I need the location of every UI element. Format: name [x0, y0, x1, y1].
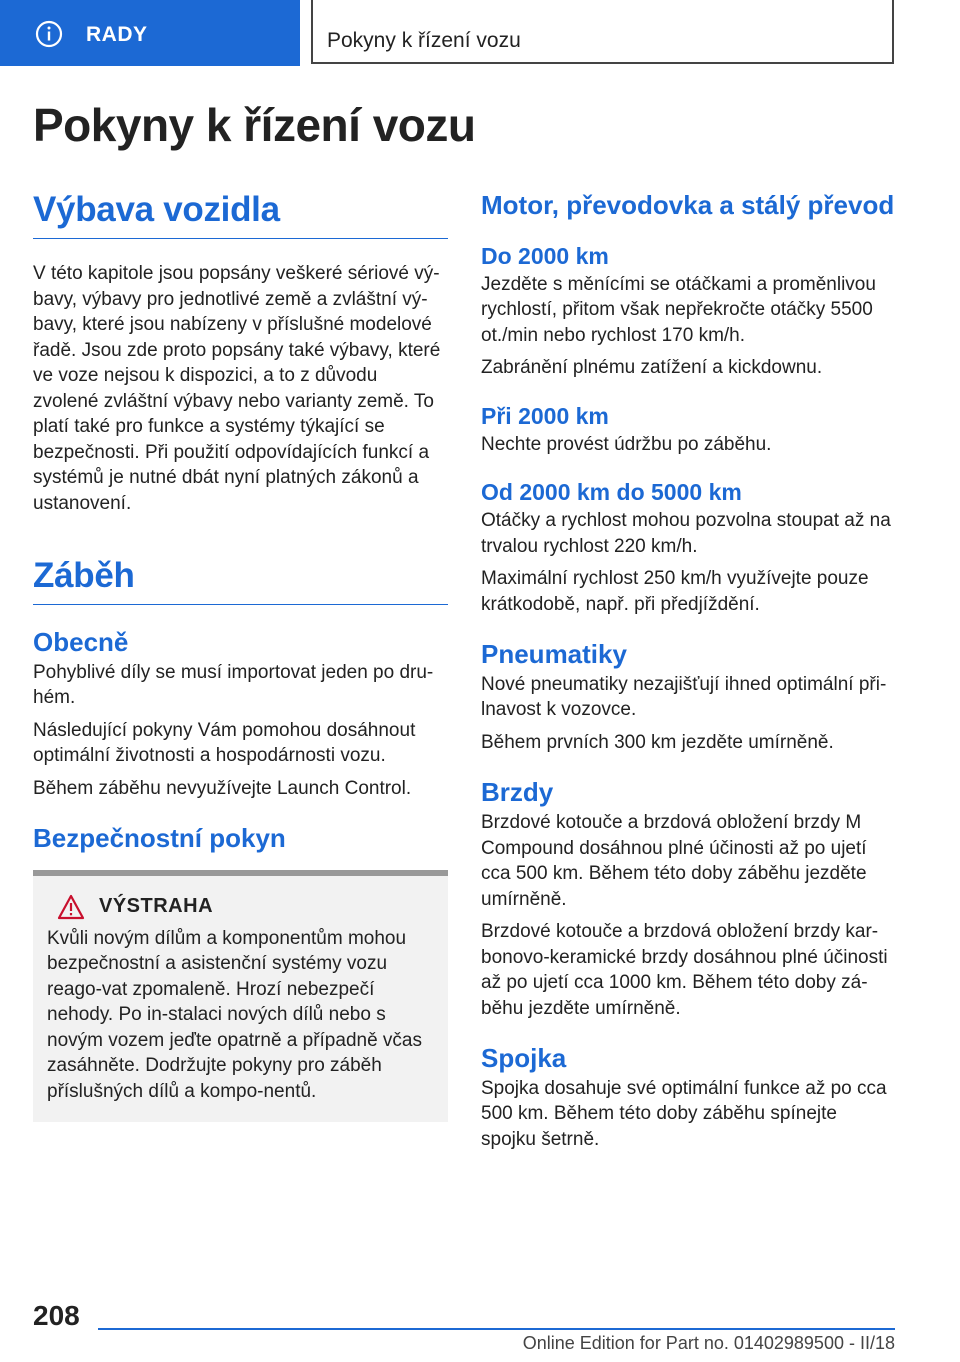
pri2000-p1: Nechte provést údržbu po záběhu.	[481, 433, 772, 455]
pneu-p1: Nové pneumatiky nezajišťují ihned optimální při-lnavost k vozovce.	[481, 673, 887, 721]
page-number: 208	[33, 1300, 80, 1331]
heading-obecne: Obecně	[33, 627, 129, 657]
do2000-p2: Zabránění plnému zatížení a kickdownu.	[481, 357, 823, 379]
warning-box	[33, 870, 448, 1123]
heading-pri2000: Při 2000 km	[481, 402, 609, 429]
section-title-label: Pokyny k řízení vozu	[327, 29, 521, 52]
pneu-p2: Během prvních 300 km jezděte umírněně.	[481, 731, 834, 753]
warning-title: VÝSTRAHA	[99, 895, 214, 918]
right-column	[481, 190, 896, 1152]
heading-pneumatiky: Pneumatiky	[481, 639, 627, 670]
brzdy-p1: Brzdové kotouče a brzdová obložení brzdy M Compound dosáhnou plné účinosti až po ujetí cca 500 km. Během této doby záběhu jezděte umírněně.	[481, 812, 867, 910]
heading-motor: Motor, převodovka a stálý převod	[481, 190, 895, 220]
heading-brzdy: Brzdy	[481, 777, 554, 808]
page-title: Pokyny k řízení vozu	[33, 99, 476, 151]
heading-zabeh: Záběh	[33, 556, 448, 605]
left-column	[33, 190, 448, 1122]
obecne-p2: Následující pokyny Vám pomohou dosáhnout optimální životnosti a hospodárnosti vozu.	[33, 719, 416, 767]
obecne-p1: Pohyblivé díly se musí importovat jeden po dru-hém.	[33, 661, 434, 709]
warning-triangle-icon	[57, 894, 85, 920]
od2000-p1: Otáčky a rychlost mohou pozvolna stoupat až na trvalou rychlost 220 km/h.	[481, 510, 891, 557]
heading-bezpecnost: Bezpečnostní pokyn	[33, 823, 286, 854]
vybava-text: V této kapitole jsou popsány veškeré sériové vý-bavy, výbavy pro jednotlivé země a zvláštní vý-bavy, které jsou nabízeny v příslušné modelové řadě. Jsou zde proto popsány také výbavy, které ve voze nejsou k dispozici, a to z důvodu zvolené zvláštní výbavy nebo varianty země. To platí také pro funkce a systémy týkající se bezpečnosti. Při použití odpovídajících funkcí a systémů je nutné dbát nyní platných zákonů a ustanovení.	[33, 263, 441, 514]
tab-rady-label: RADY	[86, 23, 148, 46]
warning-text: Kvůli novým dílům a komponentům mohou bezpečnostní a asistenční systémy vozu reago-vat zpomaleně. Hrozí nebezpečí nehody. Po in-stalaci nových dílů nebo s novým vozem jeďte opatrně a případně včas zasáhněte. Dodržujte pokyny pro záběh příslušných dílů a kompo-nentů.	[47, 927, 422, 1102]
top-bar	[0, 0, 960, 66]
obecne-p3: Během záběhu nevyužívejte Launch Control.	[33, 777, 412, 799]
heading-vybava: Výbava vozidla	[33, 190, 448, 239]
heading-do2000: Do 2000 km	[481, 242, 609, 269]
tab-section-title[interactable]	[311, 0, 894, 64]
warning-header	[47, 894, 434, 920]
heading-spojka: Spojka	[481, 1043, 567, 1074]
edition-note: Online Edition for Part no. 01402989500 - II/18	[522, 1333, 895, 1353]
footer-divider	[98, 1328, 895, 1330]
heading-od2000: Od 2000 km do 5000 km	[481, 479, 742, 506]
spojka-p1: Spojka dosahuje své optimální funkce až po cca 500 km. Během této doby záběhu spínejte spojku šetrně.	[481, 1077, 887, 1150]
do2000-p1: Jezděte s měnícími se otáčkami a proměnlivou rychlostí, přitom však nepřekročte otáčky 5500 ot./min nebo rychlost 170 km/h.	[481, 273, 876, 346]
info-icon	[35, 20, 63, 48]
od2000-p2: Maximální rychlost 250 km/h využívejte pouze krátkodobě, např. při předjíždění.	[481, 568, 869, 615]
tab-rady[interactable]	[0, 0, 300, 66]
brzdy-p2: Brzdové kotouče a brzdová obložení brzdy kar-bonovo-keramické brzdy dosáhnou plné účinosti až po ujetí cca 1000 km. Během této doby zá-běhu jezděte umírněně.	[481, 921, 888, 1019]
